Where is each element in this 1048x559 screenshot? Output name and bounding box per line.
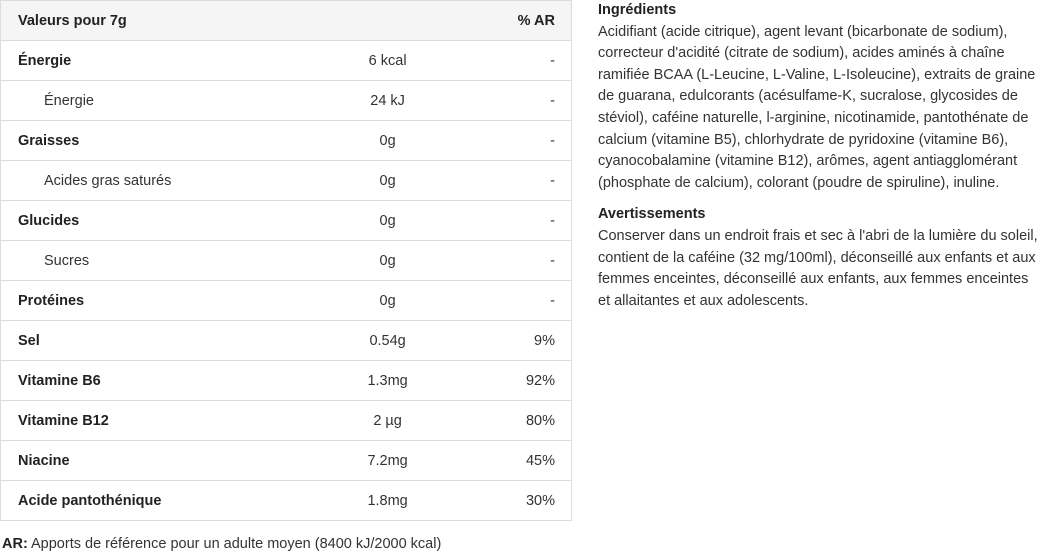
row-value: 0g: [320, 281, 454, 321]
table-row: [1, 161, 572, 201]
row-value: 0g: [320, 161, 454, 201]
row-name: Acide pantothénique: [1, 481, 321, 521]
row-name: Vitamine B6: [1, 361, 321, 401]
row-name: Protéines: [1, 281, 321, 321]
row-ar: 92%: [455, 361, 572, 401]
table-row: [1, 41, 572, 81]
row-value: 1.3mg: [320, 361, 454, 401]
row-ar: -: [455, 201, 572, 241]
row-name: Vitamine B12: [1, 401, 321, 441]
row-value: 24 kJ: [320, 81, 454, 121]
row-ar: -: [455, 281, 572, 321]
row-ar: -: [455, 81, 572, 121]
row-value: 0g: [320, 201, 454, 241]
table-row: [1, 401, 572, 441]
row-name: Glucides: [1, 201, 321, 241]
row-name: Sucres: [1, 241, 321, 281]
row-ar: 9%: [455, 321, 572, 361]
table-row: [1, 361, 572, 401]
table-row: [1, 81, 572, 121]
row-name: Niacine: [1, 441, 321, 481]
ar-footnote-label: AR:: [2, 536, 28, 552]
table-row: [1, 121, 572, 161]
row-ar: -: [455, 161, 572, 201]
table-row: [1, 241, 572, 281]
header-ar: % AR: [455, 1, 572, 41]
row-value: 0g: [320, 241, 454, 281]
row-ar: 80%: [455, 401, 572, 441]
table-row: [1, 321, 572, 361]
table-header-row: [1, 1, 572, 41]
table-row: [1, 201, 572, 241]
row-ar: -: [455, 121, 572, 161]
ingredients-title: Ingrédients: [598, 2, 677, 18]
header-value: [320, 1, 454, 41]
row-name: Graisses: [1, 121, 321, 161]
row-value: 0g: [320, 121, 454, 161]
row-ar: -: [455, 241, 572, 281]
table-row: [1, 281, 572, 321]
row-value: 2 µg: [320, 401, 454, 441]
row-value: 1.8mg: [320, 481, 454, 521]
row-name: Énergie: [1, 81, 321, 121]
ar-footnote: [2, 536, 441, 552]
row-value: 0.54g: [320, 321, 454, 361]
row-value: 7.2mg: [320, 441, 454, 481]
row-ar: 45%: [455, 441, 572, 481]
warnings-title: Avertissements: [598, 206, 706, 223]
product-info: [598, 0, 1042, 322]
row-ar: -: [455, 41, 572, 81]
warnings-text: Conserver dans un endroit frais et sec à l'abri de la lumière du soleil, contient de la caféine (32 mg/100ml), déconseillé aux enfants et aux femmes enceintes, déconseillé aux enfants, aux femmes enceintes et allaitantes et aux adolescents.: [598, 227, 1038, 309]
row-ar: 30%: [455, 481, 572, 521]
row-name: Sel: [1, 321, 321, 361]
row-value: 6 kcal: [320, 41, 454, 81]
row-name: Énergie: [1, 41, 321, 81]
ar-footnote-text: Apports de référence pour un adulte moyen (8400 kJ/2000 kcal): [27, 536, 442, 552]
header-name: Valeurs pour 7g: [1, 1, 321, 41]
ingredients-text: Acidifiant (acide citrique), agent levant (bicarbonate de sodium), correcteur d'acidité (citrate de sodium), acides aminés à chaîne ramifiée BCAA (L-Leucine, L-Valine, L-Isoleucine), extraits de graine de guarana, edulcorants (acésulfame-K, sucralose, glycosides de stéviol), caféine naturelle, l-arginine, nicotinamide, pantothénate de calcium (vitamine B5), chlorhydrate de pyridoxine (vitamine B6), cyanocobalamine (vitamine B12), arômes, agent antiagglomérant (phosphate de calcium), colorant (poudre de spiruline), inuline.: [598, 23, 1036, 191]
table-row: [1, 481, 572, 521]
table-row: [1, 441, 572, 481]
row-name: Acides gras saturés: [1, 161, 321, 201]
